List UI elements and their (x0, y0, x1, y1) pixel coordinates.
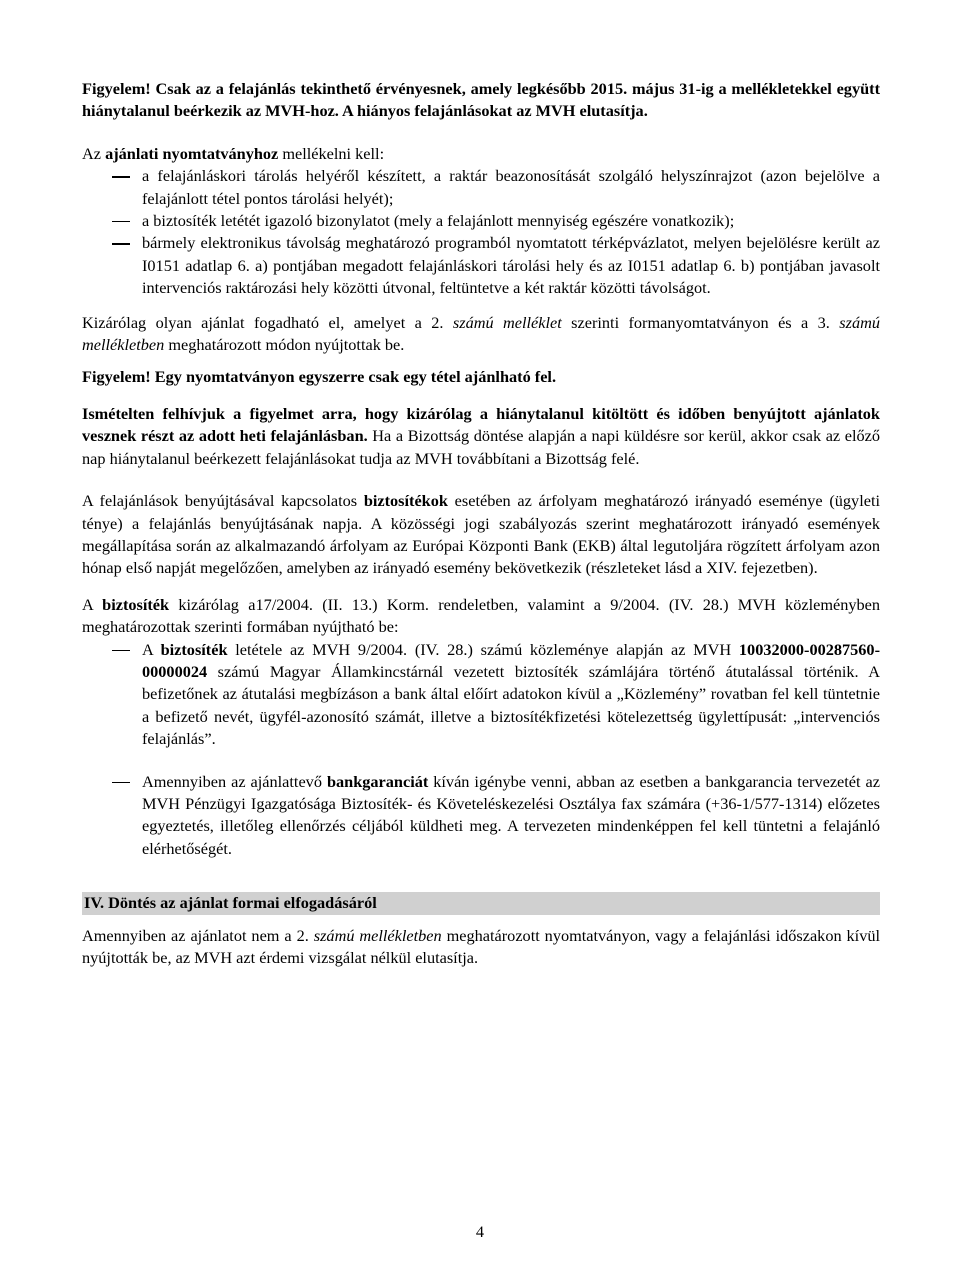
dash-bullet-icon (112, 782, 130, 783)
warning-deadline: Figyelem! Csak az a felajánlás tekinthető érvényesnek, amely legkésőbb 2015. május 31-ig a mellékletekkel együtt hiánytalanul beérkezik az MVH-hoz. A hiányos felajánlásokat az MVH elutasítja. (82, 79, 880, 121)
dash-bullet-icon (112, 650, 130, 651)
attachments-intro: Az ajánlati nyomtatványhoz mellékelni kell: (82, 143, 385, 163)
dash-bullet-icon (112, 176, 130, 177)
account-number: 10032000-00287560-00000024 (142, 639, 880, 681)
reminder-paragraph: Ismételten felhívjuk a figyelmet arra, hogy kizárólag a hiánytalanul kitöltött és időben benyújtott ajánlatok vesznek részt az adott heti felajánlásban. Ha a Bizottság döntése alapján a napi küldésre sor kerül, akkor csak az előző nap hiánytalanul beérkezett felajánlásokat tudja az MVH továbbítani a Bizottság felé. (82, 403, 881, 468)
list-item: A biztosíték letétele az MVH 9/2004. (IV. 28.) számú közleménye alapján az MVH 10032000-00287560-00000024 számú Magyar Államkincstárnál vezetett biztosíték számlájára történő átutalással történik. A befizetőnek az átutalási megbízáson a bank által előírt adatokon kívül a „Közlemény” rovatban fel kell tüntetnie a befizető nevét, ügyfél-azonosító számát, illetve a biztosítékfizetési kötelezettség ügylettípusát: „intervenciós felajánlás”. (82, 639, 880, 751)
section-paragraph: Amennyiben az ajánlatot nem a 2. számú mellékletben meghatározott nyomtatványon, vagy a felajánlási időszakon kívül nyújtották be, az MVH azt érdemi vizsgálat nélkül elutasítja. (82, 925, 881, 967)
warning-one-item: Figyelem! Egy nyomtatványon egyszerre csak egy tétel ajánlható fel. (82, 367, 557, 387)
list-item: Amennyiben az ajánlattevő bankgaranciát kíván igénybe venni, abban az esetben a bankgarancia tervezetét az MVH Pénzügyi Igazgatósága Biztosíték- és Követeléskezelési Osztálya fax számára (+36-1/577-1314) előzetes egyeztetés, illetőleg ellenőrzés céljából küldheti meg. A tervezeten mindenképpen fel kell tüntetni a felajánló elérhetőségét. (82, 771, 880, 861)
guarantee-options-list (82, 639, 880, 861)
exclusive-paragraph: Kizárólag olyan ajánlat fogadható el, amelyet a 2. számú melléklet szerinti formanyomtatványon és a 3. számú mellékletben meghatározott módon nyújtottak be. (82, 312, 880, 355)
list-item: a felajánláskori tárolás helyéről készített, a raktár beazonosítását szolgáló helyszínrajzot (azon bejelölve a felajánlott tétel pontos tárolási helyét); (82, 165, 880, 210)
attachments-list (82, 165, 880, 299)
guarantee-form-paragraph: A biztosíték kizárólag a17/2004. (II. 13.) Korm. rendeletben, valamint a 9/2004. (IV. 28.) MVH közleményben meghatározottak szerinti formában nyújtható be: (82, 594, 880, 637)
page-number: 4 (475, 1222, 485, 1241)
dash-bullet-icon (112, 243, 130, 244)
list-item: bármely elektronikus távolság meghatározó programból nyomtatott térképvázlatot, melyen bejelölésre került az I0151 adatlap 6. a) pontjában megadott felajánláskori tárolási hely és az I0151 adatlap 6. b) pontjában javasolt intervenciós raktározási hely közötti útvonal, feltüntetve a két raktár közötti távolságot. (82, 232, 880, 299)
list-item: a biztosíték letétét igazoló bizonylatot (mely a felajánlott mennyiség egészére vonatkozik); (82, 210, 880, 232)
dash-bullet-icon (112, 221, 130, 222)
bold-term: ajánlati nyomtatványhoz (105, 143, 279, 163)
guarantee-rate-paragraph: A felajánlások benyújtásával kapcsolatos biztosítékok esetében az árfolyam meghatározó irányadó eseménye (ügyleti ténye) a felajánlás benyújtásának napja. A közösségi jogi szabályozás szerint meghatározott irányadó események megállapítása során az alkalmazandó árfolyam az Európai Központi Bank (EKB) által legutoljára rögzített árfolyam azon hónap első napját megelőzően, amelyben az irányadó esemény bekövetkezik (részleteket lásd a XIV. fejezetben). (82, 491, 880, 578)
document-page (82, 78, 880, 969)
section-heading: IV. Döntés az ajánlat formai elfogadásáról (82, 892, 880, 914)
